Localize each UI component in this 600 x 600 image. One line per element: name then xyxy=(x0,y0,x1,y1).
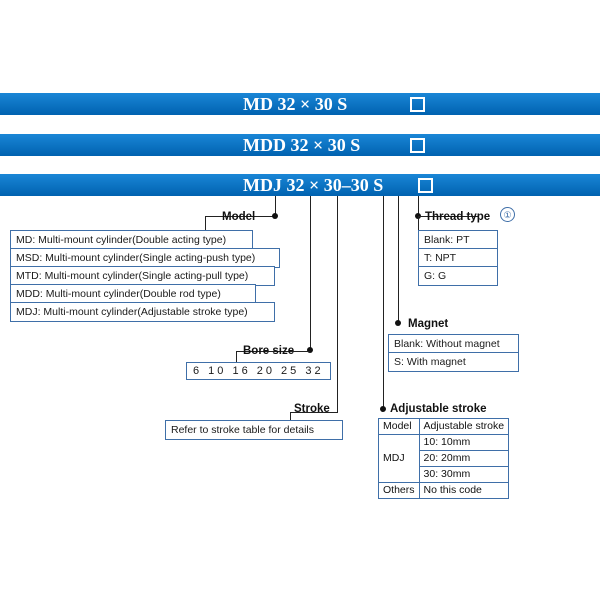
magnet-option-0: Blank: Without magnet xyxy=(388,334,519,354)
table-row xyxy=(379,435,509,451)
leader-adjustable-vertical xyxy=(383,196,384,410)
model-option-2: MTD: Multi-mount cylinder(Single acting-pull type) xyxy=(10,266,275,286)
magnet-option-1: S: With magnet xyxy=(388,352,519,372)
heading-magnet: Magnet xyxy=(408,318,449,330)
thread-option-0: Blank: PT xyxy=(418,230,498,250)
code-text-mdd: MDD 32 × 30 S xyxy=(243,135,361,155)
leader-adjustable-dot xyxy=(380,406,386,412)
adjustable-stroke-table xyxy=(378,418,509,499)
leader-magnet-dot xyxy=(395,320,401,326)
table-row xyxy=(379,483,509,499)
table-row xyxy=(379,419,509,435)
heading-stroke: Stroke xyxy=(294,403,330,415)
bore-size-values: 6 10 16 20 25 32 xyxy=(186,362,331,380)
leader-model-dot xyxy=(272,213,278,219)
heading-bore-size: Bore size xyxy=(243,345,295,357)
leader-thread-down xyxy=(418,216,419,230)
code-square-mdj xyxy=(418,178,433,193)
model-option-1: MSD: Multi-mount cylinder(Single acting-push type) xyxy=(10,248,280,268)
code-square-md xyxy=(410,97,425,112)
adj-value-10: 10: 10mm xyxy=(419,435,509,451)
adj-model-mdj: MDJ xyxy=(379,435,420,483)
leader-bore-vertical xyxy=(310,196,311,351)
adj-header-value: Adjustable stroke xyxy=(419,419,509,435)
note-marker-1: ① xyxy=(500,207,515,222)
thread-option-2: G: G xyxy=(418,266,498,286)
code-square-mdd xyxy=(410,138,425,153)
adj-header-model: Model xyxy=(379,419,420,435)
code-text-md: MD 32 × 30 S xyxy=(243,94,348,114)
heading-thread-type: Thread type xyxy=(425,211,491,223)
code-text-mdj: MDJ 32 × 30–30 S xyxy=(243,175,384,195)
leader-bore-dot xyxy=(307,347,313,353)
leader-magnet-vertical xyxy=(398,196,399,324)
heading-model: Model xyxy=(222,211,256,223)
adj-model-others: Others xyxy=(379,483,420,499)
leader-stroke-vertical xyxy=(337,196,338,412)
leader-model-down xyxy=(205,216,206,230)
adj-value-20: 20: 20mm xyxy=(419,451,509,467)
adj-value-none: No this code xyxy=(419,483,509,499)
stroke-note: Refer to stroke table for details xyxy=(165,420,343,440)
adj-value-30: 30: 30mm xyxy=(419,467,509,483)
model-option-4: MDJ: Multi-mount cylinder(Adjustable stroke type) xyxy=(10,302,275,322)
heading-adjustable-stroke: Adjustable stroke xyxy=(390,403,487,415)
thread-option-1: T: NPT xyxy=(418,248,498,268)
model-option-0: MD: Multi-mount cylinder(Double acting type) xyxy=(10,230,253,250)
model-option-3: MDD: Multi-mount cylinder(Double rod type) xyxy=(10,284,256,304)
